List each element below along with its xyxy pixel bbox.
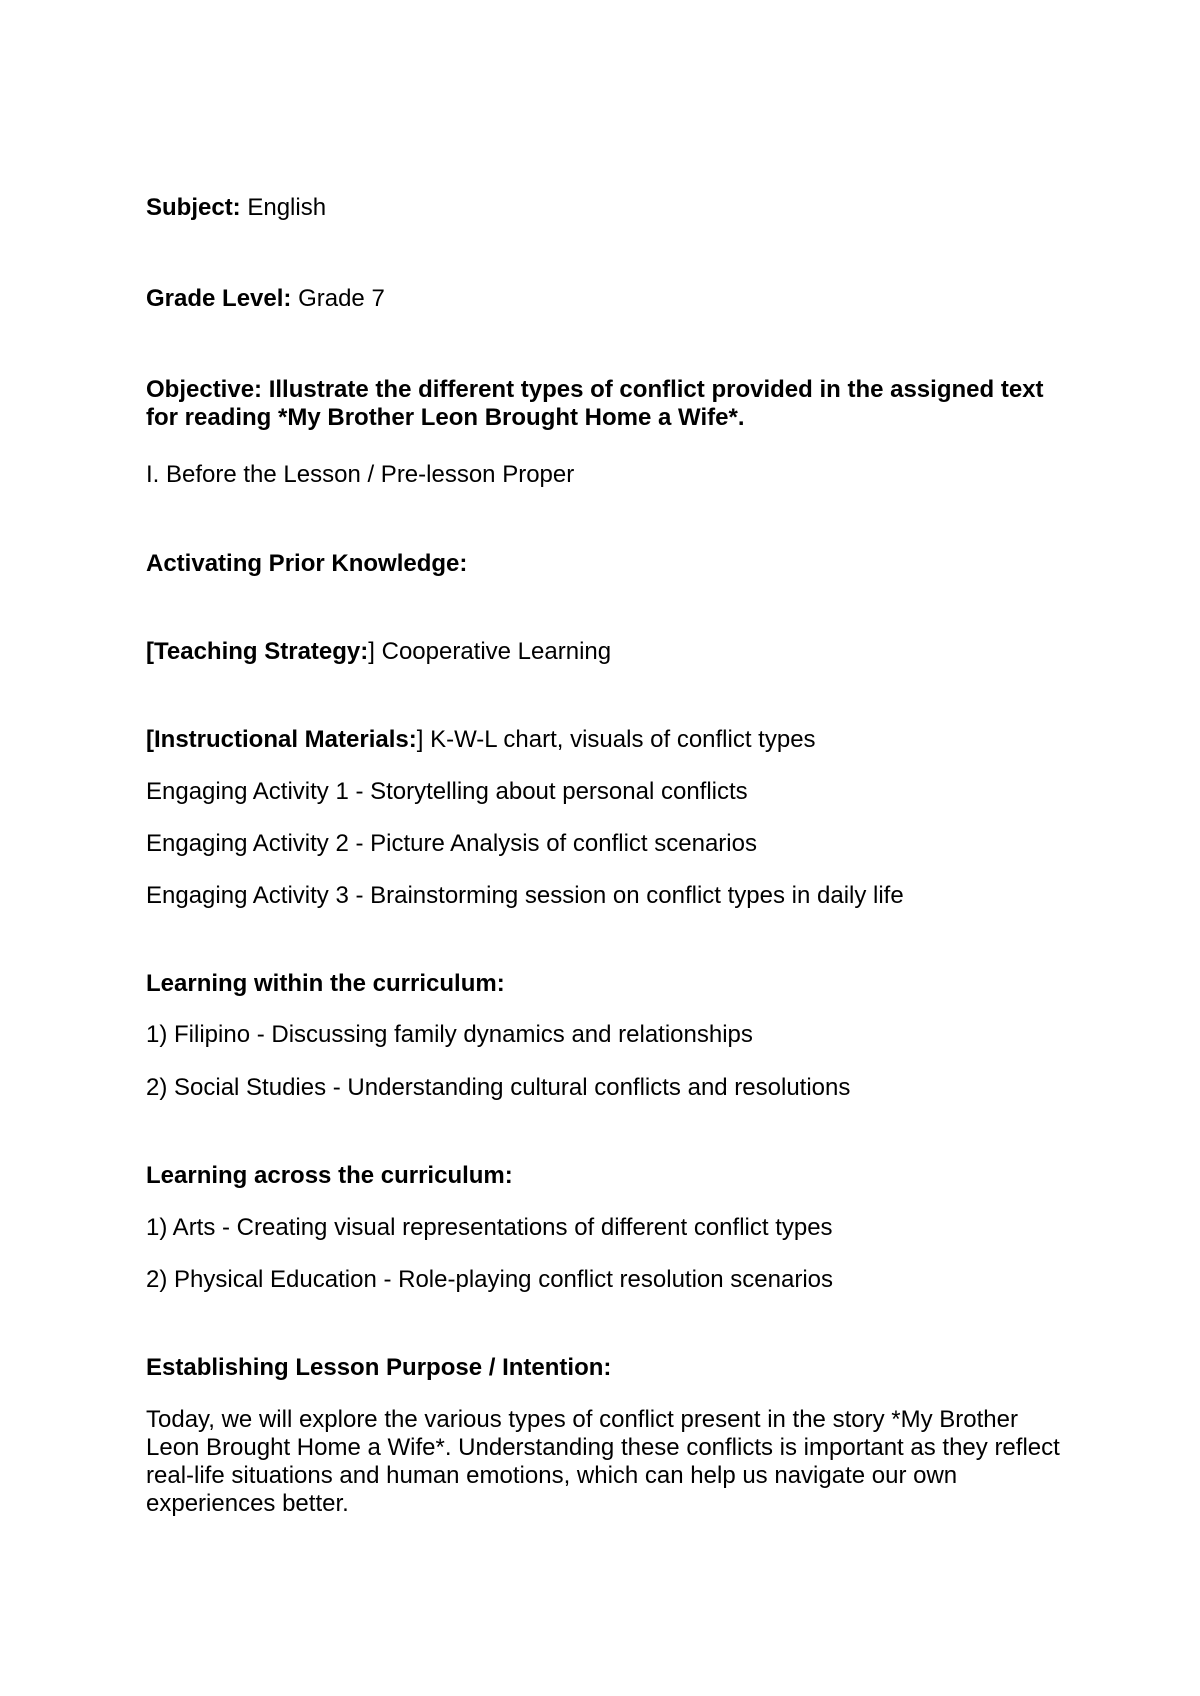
activity-item: Engaging Activity 1 - Storytelling about personal conflicts <box>146 778 748 805</box>
objective-text: Illustrate the different types of conflict provided in the assigned text for reading *My Brother Leon Brought Home a Wife*. <box>146 376 1044 431</box>
instructional-materials-close-bracket: ] <box>416 726 424 753</box>
lesson-purpose-heading: Establishing Lesson Purpose / Intention: <box>146 1354 612 1381</box>
teaching-strategy-close-bracket: ] <box>368 638 375 665</box>
instructional-materials-open-bracket: [ <box>146 726 154 753</box>
learning-across-item: 2) Physical Education - Role-playing conflict resolution scenarios <box>146 1266 833 1293</box>
learning-across-item: 1) Arts - Creating visual representations of different conflict types <box>146 1214 833 1241</box>
learning-across-heading: Learning across the curriculum: <box>146 1162 513 1189</box>
learning-within-item: 1) Filipino - Discussing family dynamics and relationships <box>146 1021 753 1048</box>
lesson-purpose-paragraph: Today, we will explore the various types of conflict present in the story *My Brother Leon Brought Home a Wife*. Understanding these conflicts is important as they reflect real-life situations and human emotions, which can help us navigate our own experiences better. <box>146 1406 1060 1517</box>
objective-label: Objective: <box>146 376 263 403</box>
instructional-materials-label: Instructional Materials: <box>154 726 417 753</box>
subject-label: Subject: <box>146 194 241 221</box>
grade-level-line <box>146 285 1066 313</box>
grade-level-label: Grade Level: <box>146 285 292 312</box>
teaching-strategy-value: Cooperative Learning <box>374 638 612 665</box>
activating-prior-knowledge-heading: Activating Prior Knowledge: <box>146 550 468 577</box>
teaching-strategy-label: Teaching Strategy: <box>154 638 369 665</box>
subject-line <box>146 194 1066 222</box>
learning-within-item: 2) Social Studies - Understanding cultural conflicts and resolutions <box>146 1074 851 1101</box>
subject-value: English <box>240 194 327 221</box>
teaching-strategy-line <box>146 638 1066 666</box>
learning-within-heading: Learning within the curriculum: <box>146 970 505 997</box>
section-heading: I. Before the Lesson / Pre-lesson Proper <box>146 461 575 488</box>
instructional-materials-value: K-W-L chart, visuals of conflict types <box>423 726 816 753</box>
instructional-materials-line <box>146 726 1066 754</box>
grade-level-value: Grade 7 <box>291 285 385 312</box>
activity-item: Engaging Activity 2 - Picture Analysis of conflict scenarios <box>146 830 757 857</box>
activity-item: Engaging Activity 3 - Brainstorming session on conflict types in daily life <box>146 882 904 909</box>
objective-paragraph <box>146 376 1066 432</box>
teaching-strategy-open-bracket: [ <box>146 638 154 665</box>
